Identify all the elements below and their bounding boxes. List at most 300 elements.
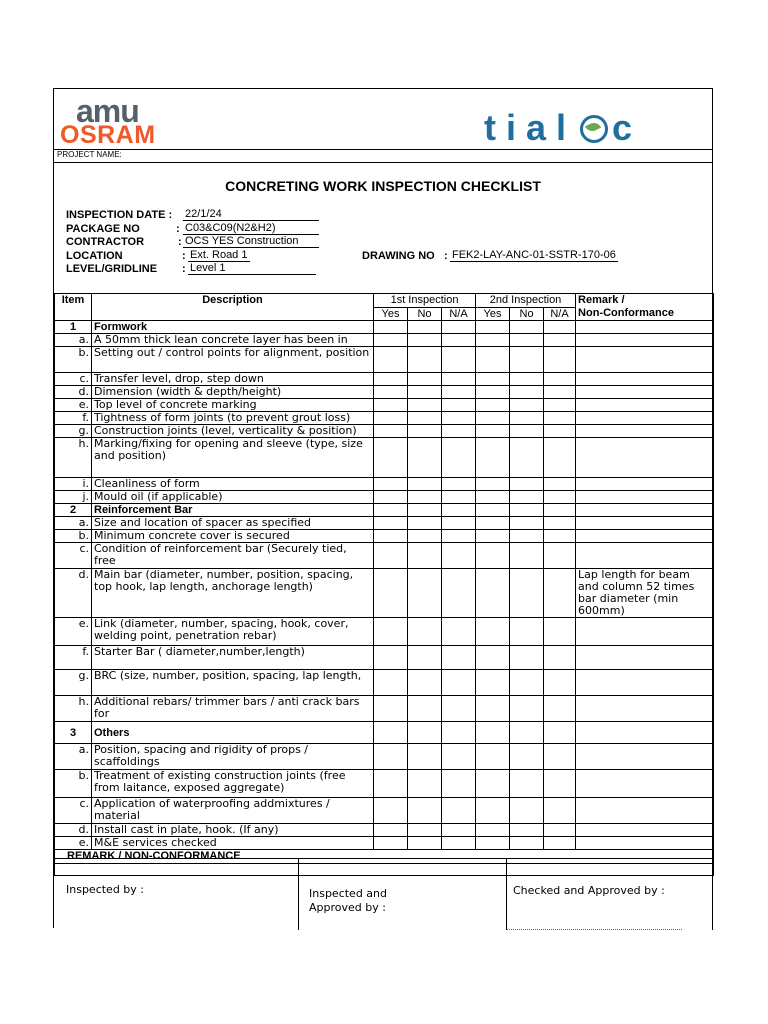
na-2-cell[interactable] [544, 837, 576, 850]
inspected-approved-label [309, 887, 387, 915]
yes-2-cell[interactable] [476, 478, 510, 491]
na-1-cell[interactable] [442, 334, 476, 347]
yes-1-cell[interactable] [374, 321, 408, 334]
no-1-cell[interactable] [408, 618, 442, 646]
contractor-value: OCS YES Construction [183, 235, 319, 248]
na-1-cell[interactable] [442, 770, 476, 798]
na-2-cell[interactable] [544, 517, 576, 530]
remark-header [576, 294, 714, 321]
yes-1-cell[interactable] [374, 334, 408, 347]
item-number: f. [55, 412, 92, 425]
checklist-row [55, 569, 714, 618]
item-number: 2 [55, 504, 92, 517]
item-description: Install cast in plate, hook. (If any) [92, 824, 374, 837]
remark-cell[interactable] [576, 530, 714, 543]
item-description: Mould oil (if applicable) [92, 491, 374, 504]
na-2-cell[interactable] [544, 824, 576, 837]
package-no-label: PACKAGE NO [66, 223, 140, 235]
item-description: Dimension (width & depth/height) [92, 386, 374, 399]
description-header: Description [92, 294, 374, 321]
item-number: c. [55, 798, 92, 824]
na-2-cell[interactable] [544, 770, 576, 798]
no-1-cell[interactable] [408, 824, 442, 837]
no-2-cell[interactable] [510, 646, 544, 670]
item-number: b. [55, 770, 92, 798]
remark-cell[interactable] [576, 478, 714, 491]
remark-cell[interactable] [576, 798, 714, 824]
item-number: e. [55, 837, 92, 850]
no-2-cell[interactable] [510, 438, 544, 478]
item-description: Transfer level, drop, step down [92, 373, 374, 386]
yes-1-cell[interactable] [374, 399, 408, 412]
na-1-cell[interactable] [442, 347, 476, 373]
yes-1-cell[interactable] [374, 770, 408, 798]
na-1-cell[interactable] [442, 670, 476, 696]
yes-2-cell[interactable] [476, 770, 510, 798]
na-2-cell[interactable] [544, 569, 576, 618]
yes-2-cell[interactable] [476, 618, 510, 646]
remark-cell[interactable] [576, 744, 714, 770]
no-2-cell[interactable] [510, 478, 544, 491]
na-2-cell[interactable] [544, 334, 576, 347]
item-description: Link (diameter, number, spacing, hook, cover, welding point, penetration rebar) [92, 618, 374, 646]
checklist-row [55, 543, 714, 569]
yes-2-cell[interactable] [476, 425, 510, 438]
yes-1-cell[interactable] [374, 517, 408, 530]
na-1-cell[interactable] [442, 321, 476, 334]
na-2-cell[interactable] [544, 491, 576, 504]
yes-1-cell[interactable] [374, 696, 408, 722]
item-description: Setting out / control points for alignment, position [92, 347, 374, 373]
no-2-cell[interactable] [510, 543, 544, 569]
no-1-cell[interactable] [408, 770, 442, 798]
item-description: Treatment of existing construction joints (free from laitance, exposed aggregate) [92, 770, 374, 798]
yes-1-cell[interactable] [374, 491, 408, 504]
no-1-cell[interactable] [408, 837, 442, 850]
remark-cell[interactable] [576, 837, 714, 850]
remark-cell[interactable] [576, 722, 714, 744]
checklist-row [55, 530, 714, 543]
remark-cell[interactable] [576, 824, 714, 837]
location-value: Ext. Road 1 [188, 249, 250, 262]
checklist-row [55, 618, 714, 646]
na-1-cell[interactable] [442, 373, 476, 386]
no-2-cell[interactable] [510, 412, 544, 425]
yes-2-cell[interactable] [476, 696, 510, 722]
na-2-cell[interactable] [544, 696, 576, 722]
no-1-cell[interactable] [408, 543, 442, 569]
tialoc-text-end: c [612, 107, 643, 148]
remark-cell[interactable] [576, 618, 714, 646]
yes-2-cell[interactable] [476, 798, 510, 824]
no-1-cell[interactable] [408, 722, 442, 744]
na-2-cell[interactable] [544, 504, 576, 517]
na-1-cell[interactable] [442, 569, 476, 618]
inspected-approved-cell [299, 859, 507, 930]
na-2-cell[interactable] [544, 722, 576, 744]
remark-cell[interactable] [576, 670, 714, 696]
na-1-cell[interactable] [442, 386, 476, 399]
checklist-row [55, 412, 714, 425]
no-1-cell[interactable] [408, 399, 442, 412]
yes-2-cell[interactable] [476, 569, 510, 618]
yes-1-cell[interactable] [374, 504, 408, 517]
item-description: Construction joints (level, verticality & position) [92, 425, 374, 438]
no-2-cell[interactable] [510, 530, 544, 543]
item-description: Top level of concrete marking [92, 399, 374, 412]
remark-cell[interactable] [576, 543, 714, 569]
yes-1-cell[interactable] [374, 543, 408, 569]
checklist-row [55, 670, 714, 696]
yes-1-cell[interactable] [374, 478, 408, 491]
no-2-cell[interactable] [510, 696, 544, 722]
item-description: M&E services checked [92, 837, 374, 850]
no-2-cell[interactable] [510, 386, 544, 399]
no-1-cell[interactable] [408, 347, 442, 373]
no-2-cell[interactable] [510, 425, 544, 438]
item-description: A 50mm thick lean concrete layer has been in [92, 334, 374, 347]
package-no-colon: : [176, 223, 180, 235]
na-2-cell[interactable] [544, 399, 576, 412]
no-2-cell[interactable] [510, 399, 544, 412]
remark-cell[interactable] [576, 399, 714, 412]
yes-2-cell[interactable] [476, 373, 510, 386]
checklist-row [55, 696, 714, 722]
checklist-row [55, 837, 714, 850]
yes-2-cell[interactable] [476, 334, 510, 347]
no-1-cell[interactable] [408, 744, 442, 770]
checklist-row [55, 386, 714, 399]
tialoc-logo [484, 107, 642, 149]
no-2-cell[interactable] [510, 517, 544, 530]
checklist-row [55, 824, 714, 837]
section-title: Formwork [92, 321, 374, 334]
no-1-cell[interactable] [408, 412, 442, 425]
location-label: LOCATION [66, 250, 123, 262]
remark-cell[interactable] [576, 696, 714, 722]
no-2-cell[interactable] [510, 373, 544, 386]
item-description: BRC (size, number, position, spacing, lap length, [92, 670, 374, 696]
na-1-cell[interactable] [442, 543, 476, 569]
yes-1-cell[interactable] [374, 618, 408, 646]
na-1-cell[interactable] [442, 824, 476, 837]
na-1-cell[interactable] [442, 530, 476, 543]
item-number: f. [55, 646, 92, 670]
no-1-cell[interactable] [408, 504, 442, 517]
na-2-cell[interactable] [544, 744, 576, 770]
no-2-header: No [510, 307, 544, 321]
contractor-label: CONTRACTOR [66, 236, 145, 248]
yes-1-cell[interactable] [374, 425, 408, 438]
item-description: Minimum concrete cover is secured [92, 530, 374, 543]
item-number: b. [55, 347, 92, 373]
yes-2-cell[interactable] [476, 347, 510, 373]
item-number: c. [55, 543, 92, 569]
no-2-cell[interactable] [510, 491, 544, 504]
no-1-cell[interactable] [408, 425, 442, 438]
no-2-cell[interactable] [510, 504, 544, 517]
no-1-cell[interactable] [408, 386, 442, 399]
inspected-approved-line1: Inspected and [309, 887, 387, 900]
remark-cell[interactable] [576, 334, 714, 347]
second-inspection-header: 2nd Inspection [476, 294, 576, 308]
yes-1-cell[interactable] [374, 722, 408, 744]
yes-2-cell[interactable] [476, 722, 510, 744]
no-2-cell[interactable] [510, 744, 544, 770]
tialoc-text: tial [484, 107, 577, 148]
na-2-cell[interactable] [544, 670, 576, 696]
no-2-cell[interactable] [510, 334, 544, 347]
yes-2-cell[interactable] [476, 491, 510, 504]
no-1-cell[interactable] [408, 491, 442, 504]
yes-1-cell[interactable] [374, 347, 408, 373]
item-number: a. [55, 744, 92, 770]
section-title: Reinforcement Bar [92, 504, 374, 517]
yes-1-cell[interactable] [374, 646, 408, 670]
yes-1-cell[interactable] [374, 824, 408, 837]
item-number: a. [55, 334, 92, 347]
na-1-cell[interactable] [442, 504, 476, 517]
na-1-cell[interactable] [442, 798, 476, 824]
item-description: Starter Bar ( diameter,number,length) [92, 646, 374, 670]
yes-2-header: Yes [476, 307, 510, 321]
checklist-row [55, 770, 714, 798]
level-value: Level 1 [188, 262, 316, 275]
yes-2-cell[interactable] [476, 530, 510, 543]
no-2-cell[interactable] [510, 837, 544, 850]
item-number: e. [55, 399, 92, 412]
drawing-no-colon: : [444, 250, 448, 262]
na-2-cell[interactable] [544, 425, 576, 438]
no-1-cell[interactable] [408, 321, 442, 334]
no-1-cell[interactable] [408, 696, 442, 722]
yes-1-cell[interactable] [374, 530, 408, 543]
level-label: LEVEL/GRIDLINE [66, 263, 158, 275]
na-1-cell[interactable] [442, 399, 476, 412]
item-number: g. [55, 670, 92, 696]
remark-cell[interactable] [576, 438, 714, 478]
remark-cell[interactable] [576, 425, 714, 438]
ams-logo: amu [76, 93, 139, 129]
item-number: b. [55, 530, 92, 543]
no-1-header: No [408, 307, 442, 321]
yes-1-cell[interactable] [374, 569, 408, 618]
checklist-row [55, 517, 714, 530]
na-2-cell[interactable] [544, 478, 576, 491]
remark-cell[interactable] [576, 517, 714, 530]
yes-2-cell[interactable] [476, 399, 510, 412]
checklist-row [55, 334, 714, 347]
no-1-cell[interactable] [408, 334, 442, 347]
na-2-cell[interactable] [544, 347, 576, 373]
checklist-sheet [53, 88, 713, 928]
yes-2-cell[interactable] [476, 438, 510, 478]
remark-cell[interactable] [576, 770, 714, 798]
na-2-header: N/A [544, 307, 576, 321]
checklist-row [55, 425, 714, 438]
no-1-cell[interactable] [408, 798, 442, 824]
na-2-cell[interactable] [544, 618, 576, 646]
no-2-cell[interactable] [510, 824, 544, 837]
na-1-cell[interactable] [442, 478, 476, 491]
no-2-cell[interactable] [510, 569, 544, 618]
na-2-cell[interactable] [544, 646, 576, 670]
remark-nonconformance-label: REMARK / NON-CONFORMANCE [55, 850, 714, 864]
signoff-section [54, 858, 712, 930]
yes-2-cell[interactable] [476, 321, 510, 334]
drawing-no-label: DRAWING NO [362, 250, 435, 262]
item-description: Main bar (diameter, number, position, spacing, top hook, lap length, anchorage length) [92, 569, 374, 618]
inspection-date-label: INSPECTION DATE : [66, 209, 173, 221]
item-number: d. [55, 824, 92, 837]
section-row [55, 504, 714, 517]
inspected-by-cell [54, 859, 299, 930]
section-title: Others [92, 722, 374, 744]
item-number: 3 [55, 722, 92, 744]
yes-1-cell[interactable] [374, 386, 408, 399]
no-1-cell[interactable] [408, 517, 442, 530]
checklist-row [55, 798, 714, 824]
yes-2-cell[interactable] [476, 824, 510, 837]
yes-1-cell[interactable] [374, 412, 408, 425]
project-name-row [54, 149, 712, 163]
checked-approved-label: Checked and Approved by : [513, 884, 665, 897]
contractor-colon: : [178, 236, 182, 248]
remark-cell[interactable] [576, 504, 714, 517]
checklist-row [55, 399, 714, 412]
na-2-cell[interactable] [544, 373, 576, 386]
na-1-cell[interactable] [442, 438, 476, 478]
no-2-cell[interactable] [510, 618, 544, 646]
checklist-table [54, 293, 714, 876]
na-1-cell[interactable] [442, 646, 476, 670]
na-1-cell[interactable] [442, 696, 476, 722]
inspection-date-value: 22/1/24 [183, 208, 319, 221]
na-1-cell[interactable] [442, 517, 476, 530]
item-number: g. [55, 425, 92, 438]
remark-header-line1: Remark / [578, 294, 625, 306]
na-2-cell[interactable] [544, 386, 576, 399]
yes-2-cell[interactable] [476, 517, 510, 530]
item-description: Size and location of spacer as specified [92, 517, 374, 530]
item-description: Tightness of form joints (to prevent grout loss) [92, 412, 374, 425]
na-1-cell[interactable] [442, 491, 476, 504]
page-title: CONCRETING WORK INSPECTION CHECKLIST [225, 178, 541, 194]
no-2-cell[interactable] [510, 770, 544, 798]
yes-1-header: Yes [374, 307, 408, 321]
no-1-cell[interactable] [408, 478, 442, 491]
yes-1-cell[interactable] [374, 837, 408, 850]
yes-2-cell[interactable] [476, 504, 510, 517]
item-description: Marking/fixing for opening and sleeve (type, size and position) [92, 438, 374, 478]
no-2-cell[interactable] [510, 670, 544, 696]
no-1-cell[interactable] [408, 438, 442, 478]
na-2-cell[interactable] [544, 321, 576, 334]
section-row [55, 722, 714, 744]
item-number: i. [55, 478, 92, 491]
remark-header-line2: Non-Conformance [578, 307, 674, 319]
header-row [55, 294, 714, 308]
item-number: d. [55, 569, 92, 618]
location-colon: : [182, 250, 186, 262]
na-2-cell[interactable] [544, 412, 576, 425]
remark-cell[interactable] [576, 412, 714, 425]
checklist-row [55, 744, 714, 770]
remark-cell[interactable] [576, 646, 714, 670]
remark-cell[interactable] [576, 386, 714, 399]
first-inspection-header: 1st Inspection [374, 294, 476, 308]
na-2-cell[interactable] [544, 543, 576, 569]
level-colon: : [182, 263, 186, 275]
yes-1-cell[interactable] [374, 670, 408, 696]
yes-1-cell[interactable] [374, 438, 408, 478]
yes-1-cell[interactable] [374, 744, 408, 770]
na-2-cell[interactable] [544, 530, 576, 543]
signature-line [507, 929, 682, 930]
project-name-label: PROJECT NAME: [57, 150, 122, 159]
remark-cell[interactable] [576, 321, 714, 334]
item-number: j. [55, 491, 92, 504]
no-1-cell[interactable] [408, 670, 442, 696]
inspected-by-label: Inspected by : [66, 883, 144, 896]
no-1-cell[interactable] [408, 530, 442, 543]
checklist-row [55, 373, 714, 386]
osram-logo: OSRAM [60, 121, 156, 149]
na-1-cell[interactable] [442, 412, 476, 425]
leaf-icon [580, 115, 608, 143]
yes-2-cell[interactable] [476, 837, 510, 850]
item-description: Additional rebars/ trimmer bars / anti crack bars for [92, 696, 374, 722]
item-number: h. [55, 696, 92, 722]
item-description: Condition of reinforcement bar (Securely tied, free [92, 543, 374, 569]
no-2-cell[interactable] [510, 347, 544, 373]
item-number: e. [55, 618, 92, 646]
yes-2-cell[interactable] [476, 744, 510, 770]
na-2-cell[interactable] [544, 798, 576, 824]
yes-2-cell[interactable] [476, 412, 510, 425]
no-2-cell[interactable] [510, 798, 544, 824]
na-1-cell[interactable] [442, 425, 476, 438]
item-description: Position, spacing and rigidity of props / scaffoldings [92, 744, 374, 770]
remark-cell[interactable] [576, 373, 714, 386]
remark-cell[interactable] [576, 491, 714, 504]
checklist-body [55, 294, 714, 876]
na-1-cell[interactable] [442, 837, 476, 850]
remark-cell[interactable]: Lap length for beam and column 52 times bar diameter (min 600mm) [576, 569, 714, 618]
yes-2-cell[interactable] [476, 670, 510, 696]
no-2-cell[interactable] [510, 321, 544, 334]
na-1-cell[interactable] [442, 722, 476, 744]
yes-2-cell[interactable] [476, 646, 510, 670]
item-description: Cleanliness of form [92, 478, 374, 491]
yes-2-cell[interactable] [476, 543, 510, 569]
na-1-cell[interactable] [442, 744, 476, 770]
na-1-cell[interactable] [442, 618, 476, 646]
item-number: c. [55, 373, 92, 386]
checklist-row [55, 347, 714, 373]
checklist-row [55, 646, 714, 670]
no-1-cell[interactable] [408, 646, 442, 670]
yes-2-cell[interactable] [476, 386, 510, 399]
no-2-cell[interactable] [510, 722, 544, 744]
inspected-approved-line2: Approved by : [309, 901, 386, 914]
na-2-cell[interactable] [544, 438, 576, 478]
remark-cell[interactable] [576, 347, 714, 373]
yes-1-cell[interactable] [374, 373, 408, 386]
no-1-cell[interactable] [408, 373, 442, 386]
no-1-cell[interactable] [408, 569, 442, 618]
yes-1-cell[interactable] [374, 798, 408, 824]
